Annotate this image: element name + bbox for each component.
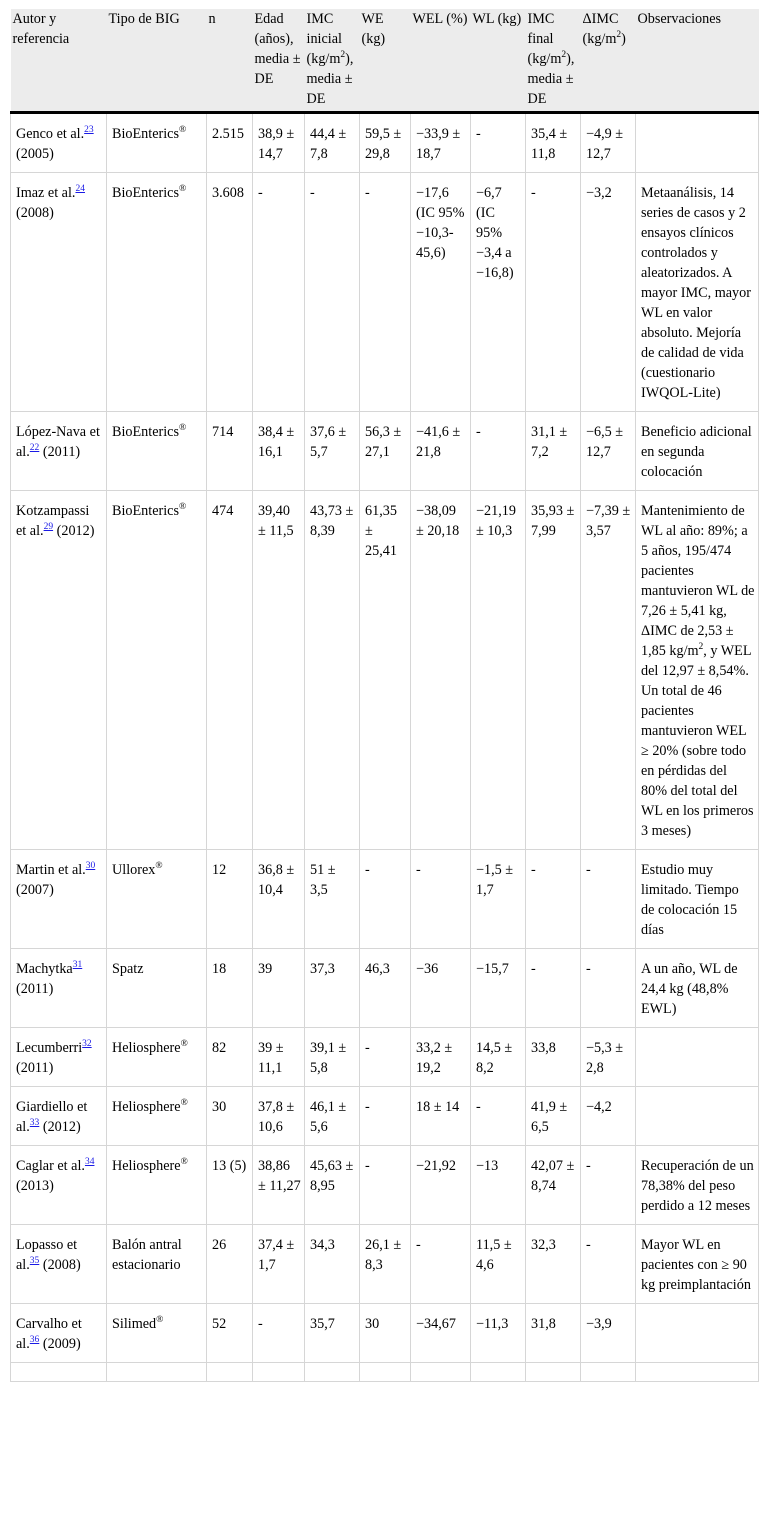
- cell-author: Giardiello et al.$^{33}$ (2012): [11, 1087, 107, 1146]
- cell-wel: 18 ± 14: [411, 1087, 471, 1146]
- cell-n: 474: [207, 491, 253, 850]
- cell-n: 2.515: [207, 113, 253, 173]
- cell-author: López-Nava et al.$^{22}$ (2011): [11, 412, 107, 491]
- cell-wel: [411, 1363, 471, 1382]
- cell-bmi-initial: -: [305, 173, 360, 412]
- reference-link[interactable]: 30: [85, 861, 96, 871]
- header-observations: Observaciones: [636, 9, 759, 113]
- cell-delta-bmi: −4,2: [581, 1087, 636, 1146]
- cell-age: 38,86 ± 11,27: [253, 1146, 305, 1225]
- cell-n: 82: [207, 1028, 253, 1087]
- header-row: [11, 9, 759, 113]
- cell-bmi-initial: 43,73 ± 8,39: [305, 491, 360, 850]
- cell-observations: Estudio muy limitado. Tiempo de colocación 15 días: [636, 850, 759, 949]
- cell-observations: [636, 1363, 759, 1382]
- cell-bmi-initial: 51 ± 3,5: [305, 850, 360, 949]
- cell-big-type: [107, 1363, 207, 1382]
- cell-bmi-final: -: [526, 173, 581, 412]
- cell-bmi-initial: 46,1 ± 5,6: [305, 1087, 360, 1146]
- cell-age: 39: [253, 949, 305, 1028]
- cell-delta-bmi: −6,5 ± 12,7: [581, 412, 636, 491]
- cell-age: 37,4 ± 1,7: [253, 1225, 305, 1304]
- table-row: [11, 1304, 759, 1363]
- header-wl: WL (kg): [471, 9, 526, 113]
- cell-bmi-final: 41,9 ± 6,5: [526, 1087, 581, 1146]
- cell-observations: Recuperación de un 78,38% del peso perdido a 12 meses: [636, 1146, 759, 1225]
- table-row: [11, 1087, 759, 1146]
- header-author: Autor y referencia: [11, 9, 107, 113]
- cell-we: -: [360, 1028, 411, 1087]
- cell-n: 26: [207, 1225, 253, 1304]
- cell-we: 61,35 ± 25,41: [360, 491, 411, 850]
- cell-delta-bmi: -: [581, 850, 636, 949]
- cell-wl: [471, 1363, 526, 1382]
- table-row: [11, 113, 759, 173]
- cell-big-type: Ullorex®: [107, 850, 207, 949]
- cell-age: 39 ± 11,1: [253, 1028, 305, 1087]
- cell-wel: −21,92: [411, 1146, 471, 1225]
- cell-bmi-final: 33,8: [526, 1028, 581, 1087]
- cell-big-type: BioEnterics®: [107, 173, 207, 412]
- reference-link[interactable]: 31: [72, 960, 83, 970]
- table-row: [11, 949, 759, 1028]
- cell-observations: [636, 1304, 759, 1363]
- cell-we: 59,5 ± 29,8: [360, 113, 411, 173]
- cell-bmi-final: 32,3: [526, 1225, 581, 1304]
- cell-bmi-initial: 37,6 ± 5,7: [305, 412, 360, 491]
- header-bmi-final: IMC final $(kg/m^2)$, media ± DE: [526, 9, 581, 113]
- cell-big-type: BioEnterics®: [107, 412, 207, 491]
- cell-big-type: Balón antral estacionario: [107, 1225, 207, 1304]
- cell-author: Caglar et al.$^{34}$ (2013): [11, 1146, 107, 1225]
- cell-age: [253, 1363, 305, 1382]
- reference-link[interactable]: 22: [29, 443, 40, 453]
- cell-big-type: Heliosphere®: [107, 1146, 207, 1225]
- cell-we: 26,1 ± 8,3: [360, 1225, 411, 1304]
- cell-we: 46,3: [360, 949, 411, 1028]
- cell-bmi-final: 31,8: [526, 1304, 581, 1363]
- cell-delta-bmi: −5,3 ± 2,8: [581, 1028, 636, 1087]
- cell-we: -: [360, 850, 411, 949]
- cell-age: 37,8 ± 10,6: [253, 1087, 305, 1146]
- cell-big-type: Silimed®: [107, 1304, 207, 1363]
- header-bmi-initial: IMC inicial $(kg/m^2)$, media ± DE: [305, 9, 360, 113]
- cell-delta-bmi: [581, 1363, 636, 1382]
- cell-wl: −1,5 ± 1,7: [471, 850, 526, 949]
- cell-bmi-initial: 34,3: [305, 1225, 360, 1304]
- cell-n: 52: [207, 1304, 253, 1363]
- cell-we: [360, 1363, 411, 1382]
- cell-bmi-final: 35,4 ± 11,8: [526, 113, 581, 173]
- cell-bmi-initial: [305, 1363, 360, 1382]
- cell-author: Machytka$^{31}$ (2011): [11, 949, 107, 1028]
- header-age: Edad (años), media ± DE: [253, 9, 305, 113]
- table-row: [11, 1146, 759, 1225]
- cell-we: -: [360, 1146, 411, 1225]
- cell-n: 714: [207, 412, 253, 491]
- cell-observations: Mayor WL en pacientes con ≥ 90 kg preimplantación: [636, 1225, 759, 1304]
- cell-wel: −34,67: [411, 1304, 471, 1363]
- cell-observations: Metaanálisis, 14 series de casos y 2 ensayos clínicos controlados y aleatorizados. A mayor IMC, mayor WL en valor absoluto. Mejoría de calidad de vida (cuestionario IWQOL-Lite): [636, 173, 759, 412]
- cell-big-type: BioEnterics®: [107, 113, 207, 173]
- reference-link[interactable]: 29: [43, 522, 54, 532]
- cell-bmi-initial: 35,7: [305, 1304, 360, 1363]
- cell-author: Genco et al.$^{23}$ (2005): [11, 113, 107, 173]
- table-body: [11, 113, 759, 1382]
- cell-author: Kotzampassi et al.$^{29}$ (2012): [11, 491, 107, 850]
- cell-author: Lopasso et al.$^{35}$ (2008): [11, 1225, 107, 1304]
- cell-wl: -: [471, 412, 526, 491]
- cell-bmi-final: -: [526, 949, 581, 1028]
- cell-big-type: Heliosphere®: [107, 1028, 207, 1087]
- header-we: WE (kg): [360, 9, 411, 113]
- reference-link[interactable]: 33: [29, 1118, 40, 1128]
- reference-link[interactable]: 35: [29, 1256, 40, 1266]
- cell-wel: −36: [411, 949, 471, 1028]
- cell-author: Martin et al.$^{30}$ (2007): [11, 850, 107, 949]
- cell-bmi-initial: 44,4 ± 7,8: [305, 113, 360, 173]
- table-row: [11, 1028, 759, 1087]
- cell-wl: 11,5 ± 4,6: [471, 1225, 526, 1304]
- cell-wel: −33,9 ± 18,7: [411, 113, 471, 173]
- cell-delta-bmi: −7,39 ± 3,57: [581, 491, 636, 850]
- cell-wl: -: [471, 1087, 526, 1146]
- cell-bmi-initial: 45,63 ± 8,95: [305, 1146, 360, 1225]
- cell-delta-bmi: -: [581, 1225, 636, 1304]
- cell-author: Imaz et al.$^{24}$ (2008): [11, 173, 107, 412]
- cell-wel: -: [411, 850, 471, 949]
- cell-big-type: Spatz: [107, 949, 207, 1028]
- reference-link[interactable]: 23: [84, 125, 94, 135]
- cell-wl: −11,3: [471, 1304, 526, 1363]
- cell-n: 12: [207, 850, 253, 949]
- reference-link[interactable]: 34: [84, 1157, 95, 1167]
- cell-wl: −13: [471, 1146, 526, 1225]
- cell-delta-bmi: −3,2: [581, 173, 636, 412]
- cell-observations: [636, 1028, 759, 1087]
- cell-we: -: [360, 173, 411, 412]
- reference-link[interactable]: 24: [75, 184, 85, 194]
- table-row: [11, 412, 759, 491]
- table-row: [11, 173, 759, 412]
- cell-bmi-final: -: [526, 850, 581, 949]
- table-row: [11, 1363, 759, 1382]
- reference-link[interactable]: 32: [82, 1039, 92, 1049]
- cell-wel: −41,6 ± 21,8: [411, 412, 471, 491]
- cell-we: 56,3 ± 27,1: [360, 412, 411, 491]
- cell-n: 3.608: [207, 173, 253, 412]
- cell-age: 39,40 ± 11,5: [253, 491, 305, 850]
- cell-age: -: [253, 173, 305, 412]
- cell-wl: −15,7: [471, 949, 526, 1028]
- header-delta-bmi: ΔIMC $(kg/m^2)$: [581, 9, 636, 113]
- cell-wl: 14,5 ± 8,2: [471, 1028, 526, 1087]
- cell-observations: A un año, WL de 24,4 kg (48,8% EWL): [636, 949, 759, 1028]
- cell-bmi-initial: 37,3: [305, 949, 360, 1028]
- cell-big-type: BioEnterics®: [107, 491, 207, 850]
- cell-delta-bmi: −4,9 ± 12,7: [581, 113, 636, 173]
- cell-age: 38,4 ± 16,1: [253, 412, 305, 491]
- cell-n: 18: [207, 949, 253, 1028]
- cell-we: 30: [360, 1304, 411, 1363]
- table-row: [11, 850, 759, 949]
- cell-bmi-initial: 39,1 ± 5,8: [305, 1028, 360, 1087]
- cell-wel: −38,09 ± 20,18: [411, 491, 471, 850]
- header-n: n: [207, 9, 253, 113]
- cell-wel: -: [411, 1225, 471, 1304]
- header-big-type: Tipo de BIG: [107, 9, 207, 113]
- table-row: [11, 1225, 759, 1304]
- cell-wel: −17,6 (IC 95% −10,3-45,6): [411, 173, 471, 412]
- cell-author: Lecumberri$^{32}$ (2011): [11, 1028, 107, 1087]
- cell-wl: -: [471, 113, 526, 173]
- cell-delta-bmi: -: [581, 949, 636, 1028]
- cell-observations: Beneficio adicional en segunda colocación: [636, 412, 759, 491]
- cell-wl: −21,19 ± 10,3: [471, 491, 526, 850]
- cell-age: 38,9 ± 14,7: [253, 113, 305, 173]
- cell-bmi-final: 35,93 ± 7,99: [526, 491, 581, 850]
- big-results-table: [10, 9, 759, 1382]
- cell-bmi-final: 42,07 ± 8,74: [526, 1146, 581, 1225]
- cell-n: 13 (5): [207, 1146, 253, 1225]
- cell-n: 30: [207, 1087, 253, 1146]
- table-header: [11, 9, 759, 113]
- cell-bmi-final: 31,1 ± 7,2: [526, 412, 581, 491]
- cell-observations: [636, 1087, 759, 1146]
- cell-observations: [636, 113, 759, 173]
- cell-n: [207, 1363, 253, 1382]
- cell-big-type: Heliosphere®: [107, 1087, 207, 1146]
- reference-link[interactable]: 36: [29, 1335, 40, 1345]
- table-row: [11, 491, 759, 850]
- cell-bmi-final: [526, 1363, 581, 1382]
- cell-wl: −6,7 (IC 95% −3,4 a −16,8): [471, 173, 526, 412]
- cell-we: -: [360, 1087, 411, 1146]
- cell-age: -: [253, 1304, 305, 1363]
- cell-author: Carvalho et al.$^{36}$ (2009): [11, 1304, 107, 1363]
- cell-delta-bmi: -: [581, 1146, 636, 1225]
- cell-delta-bmi: −3,9: [581, 1304, 636, 1363]
- cell-age: 36,8 ± 10,4: [253, 850, 305, 949]
- header-wel: WEL (%): [411, 9, 471, 113]
- cell-author: [11, 1363, 107, 1382]
- cell-wel: 33,2 ± 19,2: [411, 1028, 471, 1087]
- cell-observations: Mantenimiento de WL al año: 89%; a 5 años, 195/474 pacientes mantuvieron WL de 7,26 ± 5,41 kg, ΔIMC de 2,53 ± 1,85 $kg/m^2$, y WEL del 12,97 ± 8,54%. Un total de 46 pacientes mantuvieron WEL ≥ 20% (sobre todo en pérdidas del 80% del total del WL en los primeros 3 meses): [636, 491, 759, 850]
